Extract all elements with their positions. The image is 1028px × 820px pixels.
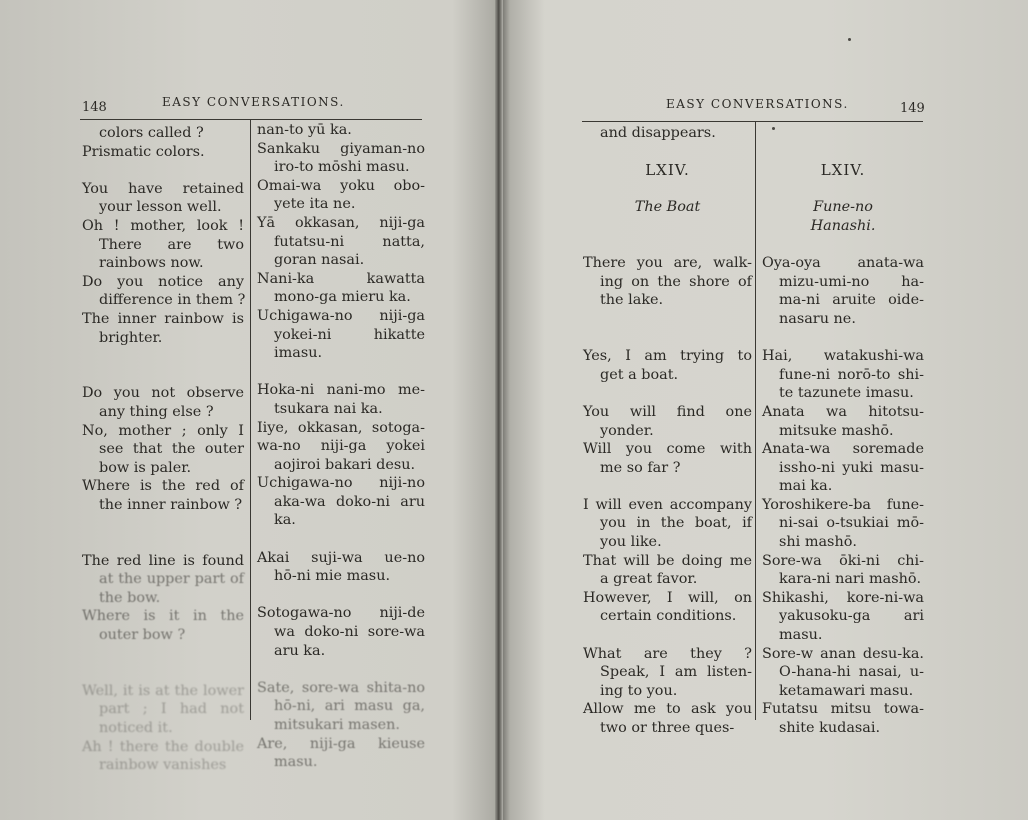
left-header-rule (80, 119, 422, 120)
text-line: mai ka. (779, 478, 833, 495)
text-line: brighter. (99, 329, 163, 346)
text-line: Yā okkasan, niji-ga (257, 214, 425, 231)
text-line: at the upper part of (99, 571, 244, 588)
text-line: I will even accompany (583, 496, 752, 513)
text-line: Sate, sore-wa shita-no (257, 679, 425, 696)
text-line: fune-ni norō-to shi- (779, 366, 924, 383)
text-line: issho-ni yuki masu- (779, 459, 924, 476)
text-line: futatsu-ni natta, (274, 233, 425, 250)
text-line (762, 180, 924, 199)
text-line: aojiroi bakari desu. (274, 456, 416, 473)
right-header-rule (582, 121, 923, 122)
text-line: hō-ni mie masu. (274, 568, 391, 585)
text-line (82, 533, 244, 552)
text-line: the lake. (600, 292, 664, 309)
text-line: the inner rainbow ? (99, 496, 243, 513)
text-line: imasu. (274, 345, 323, 362)
text-line: Do you notice any (82, 273, 244, 290)
text-line: get a boat. (600, 366, 679, 383)
text-line: certain conditions. (600, 608, 737, 625)
text-line: the bow. (99, 589, 161, 606)
text-line: There you are, walk- (583, 255, 752, 272)
text-line: Anata-wa soremade (762, 441, 924, 458)
text-line (762, 329, 924, 348)
text-line: No, mother ; only I (82, 422, 244, 439)
left-page-number: 148 (82, 100, 107, 115)
text-line: Hanashi. (810, 217, 876, 234)
text-line: ka. (274, 512, 296, 529)
text-line: iro-to mōshi masu. (274, 159, 410, 176)
text-line: Omai-wa yoku obo- (257, 177, 425, 194)
text-line: your lesson well. (99, 199, 222, 216)
ink-speck (848, 38, 851, 41)
text-line: Ah ! there the double (82, 738, 244, 755)
text-line: nasaru ne. (779, 310, 856, 327)
text-line (762, 143, 924, 162)
left-english-column (82, 124, 244, 775)
text-line: LXIV. (820, 161, 866, 180)
right-running-head: EASY CONVERSATIONS. (666, 97, 849, 111)
text-line: ma-ni aruite oide- (779, 292, 924, 309)
text-line (583, 477, 752, 496)
text-line: yakusoku-ga ari (779, 608, 924, 625)
text-line: te tazunete imasu. (779, 385, 914, 402)
left-japanese-column (257, 121, 425, 772)
text-line (583, 626, 752, 645)
text-line: wa doko-ni sore-wa (274, 624, 425, 641)
text-line: Sore-w anan desu-ka. (762, 645, 924, 662)
text-line (82, 514, 244, 533)
text-line: a great favor. (600, 571, 698, 588)
left-page (0, 0, 495, 820)
text-line: That will be doing me (583, 552, 752, 569)
right-japanese-column (762, 124, 924, 738)
text-line: tsukara nai ka. (274, 400, 383, 417)
text-line: mitsuke mashō. (779, 422, 894, 439)
text-line: you like. (600, 534, 662, 551)
text-line: Oya-oya anata-wa (762, 255, 924, 272)
text-line: part ; I had not (99, 701, 244, 718)
text-line: mizu-umi-no ha- (779, 273, 924, 290)
right-page (502, 0, 1028, 820)
text-line (257, 660, 425, 679)
text-line (257, 586, 425, 605)
text-line: Sotogawa-no niji-de (257, 605, 425, 622)
text-line (583, 236, 752, 255)
text-line (762, 236, 924, 255)
text-line: Uchigawa-no niji-ga (257, 307, 425, 324)
text-line: see that the outer (99, 441, 244, 458)
text-line: two or three ques- (600, 720, 735, 736)
text-line: Well, it is at the lower (82, 682, 244, 699)
text-line: Sore-wa ōki-ni chi- (762, 552, 924, 569)
text-line: masu. (779, 627, 823, 644)
text-line: The red line is found (82, 552, 244, 569)
text-line (82, 663, 244, 682)
text-line: Futatsu mitsu towa- (762, 701, 924, 718)
text-line: nan-to yū ka. (257, 122, 352, 138)
text-line: Iiye, okkasan, sotoga- (257, 419, 425, 436)
text-line: yokei-ni hikatte (274, 326, 425, 343)
text-line: Yoroshikere-ba fune- (762, 496, 924, 513)
text-line (257, 363, 425, 382)
text-line (583, 384, 752, 403)
text-line (583, 180, 752, 199)
text-line: Anata wa hitotsu- (762, 403, 924, 420)
text-line: shi mashō. (779, 534, 857, 551)
text-line: mitsukari masen. (274, 717, 401, 733)
text-line: outer bow ? (99, 627, 186, 644)
text-line: What are they ? (583, 645, 752, 662)
text-line: ing on the shore of (600, 273, 752, 290)
text-line: Uchigawa-no niji-no (257, 475, 425, 492)
text-line: Will you come with (583, 441, 752, 458)
text-line: wa-no niji-ga yokei (257, 438, 425, 455)
text-line: Oh ! mother, look ! (82, 217, 244, 234)
text-line: rainbow vanishes (99, 757, 227, 774)
text-line: aka-wa doko-ni aru (274, 493, 425, 510)
text-line: Prismatic colors. (82, 143, 205, 160)
text-line (762, 124, 924, 143)
text-line (257, 530, 425, 549)
text-line: Do you not observe (82, 385, 244, 402)
text-line: goran nasai. (274, 252, 365, 269)
text-line (82, 366, 244, 385)
text-line (583, 143, 752, 162)
text-line: kara-ni nari mashō. (779, 571, 922, 588)
text-line (82, 645, 244, 664)
text-line: Nani-ka kawatta (257, 270, 425, 287)
text-line: shite kudasai. (779, 720, 881, 736)
text-line (82, 347, 244, 366)
text-line: Allow me to ask you (583, 701, 752, 718)
text-line: you in the boat, if (600, 515, 752, 532)
right-column-divider (755, 122, 756, 720)
text-line: bow is paler. (99, 459, 192, 476)
text-line: and disappears. (600, 125, 716, 141)
text-line: Fune-no (813, 199, 873, 216)
text-line: mono-ga mieru ka. (274, 289, 411, 306)
text-line: hō-ni, ari masu ga, (274, 698, 425, 715)
text-line (583, 217, 752, 236)
text-line: The inner rainbow is (82, 310, 244, 327)
text-line: yete ita ne. (274, 196, 356, 213)
left-running-head: EASY CONVERSATIONS. (162, 95, 345, 109)
text-line: You will find one (583, 403, 752, 420)
text-line: colors called ? (99, 125, 204, 141)
text-line: Are, niji-ga kieuse (257, 735, 425, 752)
text-line: Sankaku giyaman-no (257, 140, 425, 157)
text-line: rainbows now. (99, 255, 204, 272)
text-line: However, I will, on (583, 589, 752, 606)
text-line: You have retained (82, 180, 244, 197)
right-page-number: 149 (900, 101, 925, 116)
text-line: noticed it. (99, 720, 173, 736)
text-line: Shikashi, kore-ni-wa (762, 589, 924, 606)
text-line: Akai suji-wa ue-no (257, 549, 425, 566)
text-line (583, 310, 752, 329)
text-line (82, 161, 244, 180)
left-column-divider (250, 120, 251, 720)
text-line: ketamawari masu. (779, 682, 914, 699)
text-line: O-hana-hi nasai, u- (779, 664, 924, 681)
text-line: Where is it in the (82, 608, 244, 625)
text-line: Yes, I am trying to (583, 348, 752, 365)
text-line: any thing else ? (99, 403, 214, 420)
text-line: LXIV. (645, 161, 690, 180)
text-line: masu. (274, 754, 318, 771)
text-line: Hoka-ni nani-mo me- (257, 382, 425, 399)
right-english-column (583, 124, 752, 738)
text-line: me so far ? (600, 459, 681, 476)
text-line: Where is the red of (82, 478, 244, 495)
text-line: Speak, I am listen- (600, 664, 752, 681)
text-line: There are two (99, 236, 244, 253)
text-line: ni-sai o-tsukiai mō- (779, 515, 924, 532)
text-line (583, 329, 752, 348)
text-line: ing to you. (600, 682, 678, 699)
text-line: The Boat (634, 199, 701, 216)
text-line: Hai, watakushi-wa (762, 348, 924, 365)
text-line: difference in them ? (99, 292, 246, 309)
text-line: aru ka. (274, 642, 326, 659)
text-line: yonder. (600, 422, 654, 439)
